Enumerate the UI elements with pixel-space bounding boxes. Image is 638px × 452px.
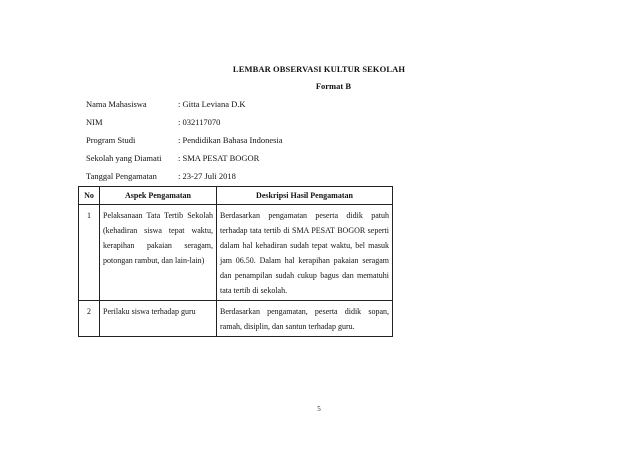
observation-table	[78, 186, 393, 337]
header-aspect: Aspek Pengamatan	[100, 187, 217, 205]
row-number: 1	[79, 205, 100, 301]
row-description: Berdasarkan pengamatan, peserta didik sopan, ramah, disiplin, dan santun terhadap guru.	[217, 301, 393, 337]
info-label: Nama Mahasiswa	[86, 99, 147, 109]
row-description: Berdasarkan pengamatan peserta didik patuh terhadap tata tertib di SMA PESAT BOGOR seperti dalam hal kehadiran sudah tepat waktu, bel masuk jam 06.50. Dalam hal kerapihan pakaian seragam dan penampilan sudah cukup bagus dan mematuhi tata tertib di sekolah.	[217, 205, 393, 301]
page-number: 5	[317, 405, 321, 413]
row-aspect: Perilaku siswa terhadap guru	[100, 301, 217, 337]
info-value: : SMA PESAT BOGOR	[178, 153, 260, 163]
info-label: Sekolah yang Diamati	[86, 153, 162, 163]
info-label: Tanggal Pengamatan	[86, 171, 157, 181]
info-value: : 032117070	[178, 117, 221, 127]
info-row-name	[86, 95, 283, 113]
table-row	[79, 205, 393, 301]
row-aspect: Pelaksanaan Tata Tertib Sekolah (kehadiran siswa tepat waktu, kerapihan pakaian seragam, potongan rambut, dan lain-lain)	[100, 205, 217, 301]
info-value: : Gitta Leviana D.K	[178, 99, 246, 109]
info-value: : Pendidikan Bahasa Indonesia	[178, 135, 283, 145]
info-label: Program Studi	[86, 135, 136, 145]
student-info	[86, 95, 283, 185]
row-number: 2	[79, 301, 100, 337]
info-row-school	[86, 149, 283, 167]
info-row-nim	[86, 113, 283, 131]
info-row-program	[86, 131, 283, 149]
document-title: LEMBAR OBSERVASI KULTUR SEKOLAH	[232, 64, 406, 74]
table-row	[79, 301, 393, 337]
header-description: Deskripsi Hasil Pengamatan	[217, 187, 393, 205]
header-no: No	[79, 187, 100, 205]
document-subtitle: Format B	[315, 81, 351, 91]
table-header-row	[79, 187, 393, 205]
info-label: NIM	[86, 117, 103, 127]
info-value: : 23-27 Juli 2018	[178, 171, 236, 181]
info-row-date	[86, 167, 283, 185]
